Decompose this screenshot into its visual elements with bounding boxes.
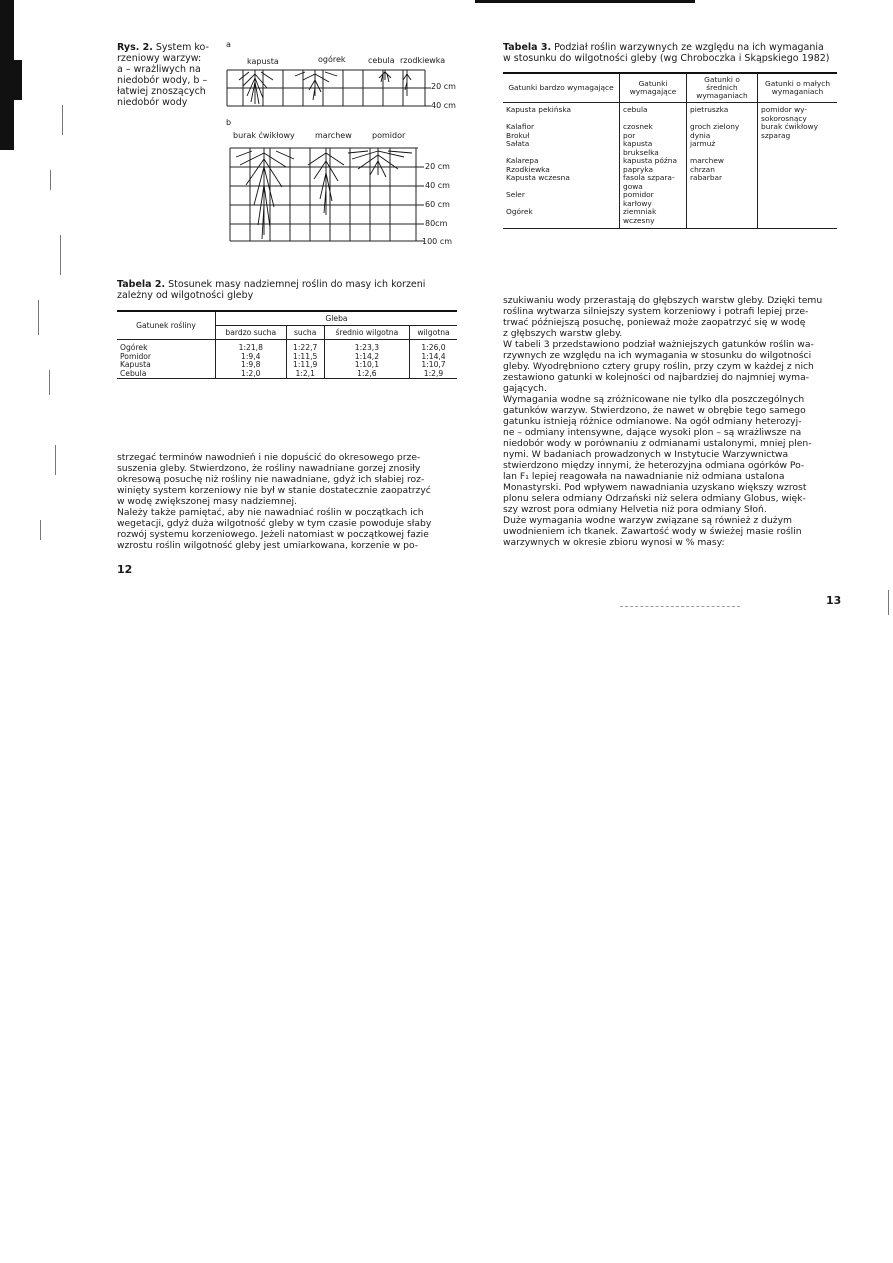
table3-title-line: w stosunku do wilgotności gleby (wg Chroboczka i Skąpskiego 1982) bbox=[503, 53, 830, 64]
text-line: winięty system korzeniowy nie był w stanie dostatecznie zaopatrzyć bbox=[117, 485, 431, 496]
list-item: Kapusta wczesna bbox=[506, 173, 570, 182]
list-item: Kalarepa bbox=[506, 156, 539, 165]
table2-header-group: Gleba bbox=[216, 311, 458, 326]
panel-a-letter: a bbox=[226, 40, 231, 49]
text-line: roślina wytwarza silniejszy system korzeniowy i potrafi lepiej prze- bbox=[503, 306, 809, 317]
plant-label: ogórek bbox=[318, 55, 346, 64]
plant-label: rzodkiewka bbox=[400, 56, 446, 65]
caption-line: niedobór wody bbox=[117, 97, 188, 108]
table2 bbox=[117, 310, 457, 379]
text-line: nymi. W badaniach prowadzonych w Instytucie Warzywnictwa bbox=[503, 449, 789, 460]
scan-top-line bbox=[475, 0, 695, 3]
text-line: ne – odmiany intensywne, dające wysoki plon – są wrażliwsze na bbox=[503, 427, 802, 438]
plant-label: kapusta bbox=[247, 57, 279, 66]
list-item: burak ćwikłowy bbox=[761, 122, 819, 131]
text-line: z głębszych warstw gleby. bbox=[503, 328, 623, 339]
table2-col-header: wilgotna bbox=[410, 326, 457, 340]
list-item: wczesny bbox=[623, 215, 655, 225]
table2-header-plant: Gatunek rośliny bbox=[117, 311, 216, 340]
table2-title bbox=[117, 279, 457, 301]
page-number-right: 13 bbox=[826, 594, 842, 607]
table3-title-line: Podział roślin warzywnych ze względu na ich wymagania bbox=[554, 42, 824, 53]
table-cell: 1:10,1 bbox=[324, 361, 409, 370]
depth-label: 20 cm bbox=[425, 162, 450, 171]
margin-mark bbox=[49, 370, 50, 395]
left-column-text bbox=[117, 452, 455, 551]
text-line: plonu selera odmiany Odrzański niż selera odmiany Globus, więk- bbox=[503, 493, 806, 504]
table-cell: 1:26,0 bbox=[410, 340, 457, 353]
table2-col-header: sucha bbox=[286, 326, 324, 340]
text-line: uwodnieniem ich tkanek. Zawartość wody w świeżej masie roślin bbox=[503, 526, 802, 537]
list-item: sokorosnący bbox=[761, 113, 807, 123]
text-line: Duże wymagania wodne warzyw związane są również z dużym bbox=[503, 515, 792, 526]
table-cell: Ogórek bbox=[120, 343, 148, 352]
caption-line: a – wrażliwych na bbox=[117, 64, 201, 75]
text-line: niedobór wody w porównaniu z odmianami ustalonymi, mniej plen- bbox=[503, 438, 812, 449]
table-cell: 1:14,2 bbox=[324, 353, 409, 362]
list-item: kapusta późna bbox=[623, 156, 677, 165]
plant-label: pomidor bbox=[372, 131, 406, 140]
caption-line: niedobór wody, b – bbox=[117, 75, 208, 86]
table2-title-line: Stosunek masy nadziemnej roślin do masy ich korzeni bbox=[168, 279, 426, 290]
plant-label: burak ćwikłowy bbox=[233, 131, 295, 140]
text-line: rozwój systemu korzeniowego. Jeżeli natomiast w początkowej fazie bbox=[117, 529, 429, 540]
list-item: Ogórek bbox=[506, 207, 533, 216]
depth-label: 40 cm bbox=[431, 101, 456, 110]
table3-col-header: Gatunki wymagające bbox=[620, 73, 687, 103]
list-item: rabarbar bbox=[690, 173, 723, 182]
table-cell: Kapusta bbox=[120, 360, 151, 369]
table-cell: 1:22,7 bbox=[286, 340, 324, 353]
table3-col-header: Gatunki bardzo wymagające bbox=[503, 73, 620, 103]
table-cell: 1:9,4 bbox=[216, 353, 287, 362]
list-item: kapusta bbox=[623, 139, 653, 148]
table-cell: 1:2,0 bbox=[216, 370, 287, 379]
depth-label: 80cm bbox=[425, 219, 448, 228]
text-line: stwierdzono między innymi, że heterozyjna odmiana ogórków Po- bbox=[503, 460, 805, 471]
text-line: okresową posuchę niż rośliny nie nawadniane, gdyż ich słabiej roz- bbox=[117, 474, 425, 485]
text-line: lan F₁ lepiej reagowała na nawadnianie niż odmiana ustalona bbox=[503, 471, 785, 482]
table3-col4 bbox=[758, 103, 838, 229]
margin-mark bbox=[40, 520, 41, 540]
right-column-text bbox=[503, 295, 841, 548]
page-number-left: 12 bbox=[117, 563, 133, 576]
margin-mark bbox=[888, 590, 889, 615]
list-item: pomidor bbox=[623, 190, 654, 199]
text-line: zestawiono gatunki w kolejności od najbardziej do najmniej wyma- bbox=[503, 372, 810, 383]
list-item: marchew bbox=[690, 156, 724, 165]
table2-col-header: bardzo sucha bbox=[216, 326, 287, 340]
table3-col1 bbox=[503, 103, 620, 229]
panel-b-letter: b bbox=[226, 118, 232, 127]
table-row bbox=[503, 103, 837, 229]
caption-line: łatwiej znoszących bbox=[117, 86, 206, 97]
table-cell: 1:2,1 bbox=[286, 370, 324, 379]
table-cell: 1:14,4 bbox=[410, 353, 457, 362]
table-cell: 1:2,6 bbox=[324, 370, 409, 379]
table-row bbox=[117, 353, 457, 362]
table3-label: Tabela 3. bbox=[503, 42, 552, 53]
text-line: Należy także pamiętać, aby nie nawadniać roślin w początkach ich bbox=[117, 507, 424, 518]
table-cell: 1:23,3 bbox=[324, 340, 409, 353]
text-line: W tabeli 3 przedstawiono podział ważniejszych gatunków roślin wa- bbox=[503, 339, 814, 350]
table-cell: Pomidor bbox=[120, 351, 152, 361]
table-cell: Cebula bbox=[117, 370, 216, 379]
margin-mark bbox=[38, 300, 39, 335]
table-row bbox=[117, 340, 457, 353]
text-line: w wodę zwiększonej masy nadziemnej. bbox=[117, 496, 297, 507]
text-line: szy wzrost pora odmiany Helvetia niż pora odmiany Słoń. bbox=[503, 504, 767, 515]
list-item: cebula bbox=[623, 105, 648, 114]
text-line: warzywnych w okresie zbioru wynosi w % masy: bbox=[503, 537, 725, 548]
depth-label: 40 cm bbox=[425, 181, 450, 190]
scan-dash-line bbox=[620, 606, 740, 607]
list-item: szparag bbox=[761, 130, 791, 140]
depth-label: 60 cm bbox=[425, 200, 450, 209]
text-line: strzegać terminów nawodnień i nie dopuścić do okresowego prze- bbox=[117, 452, 421, 463]
table-cell: 1:21,8 bbox=[216, 340, 287, 353]
text-line: szukiwaniu wody przerastają do głębszych warstw gleby. Dzięki temu bbox=[503, 295, 823, 306]
plant-label: cebula bbox=[368, 56, 395, 65]
table2-col-header: średnio wilgotna bbox=[324, 326, 409, 340]
list-item: chrzan bbox=[690, 164, 715, 174]
table2-title-line: zależny od wilgotności gleby bbox=[117, 290, 254, 301]
root-diagram-b bbox=[228, 145, 428, 245]
table3-col-header: Gatunki o średnich wymaganiach bbox=[687, 73, 758, 103]
table3 bbox=[503, 72, 837, 229]
margin-mark bbox=[55, 445, 56, 475]
margin-mark bbox=[62, 105, 63, 135]
list-item: Sałata bbox=[506, 139, 530, 148]
figure-caption bbox=[117, 42, 212, 108]
list-item: dynia bbox=[690, 130, 711, 140]
list-item: groch zielony bbox=[690, 122, 740, 131]
table-cell: 1:9,8 bbox=[216, 361, 287, 370]
list-item: jarmuż bbox=[690, 139, 716, 148]
plant-label: marchew bbox=[315, 131, 352, 140]
margin-mark bbox=[60, 235, 61, 275]
text-line: suszenia gleby. Stwierdzono, że rośliny nawadniane gorzej znosiły bbox=[117, 463, 421, 474]
list-item: pietruszka bbox=[690, 105, 729, 114]
table-row bbox=[117, 370, 457, 379]
table-cell: 1:2,9 bbox=[410, 370, 457, 379]
root-diagram-a bbox=[225, 66, 435, 114]
table-cell: 1:10,7 bbox=[410, 361, 457, 370]
table-cell: 1:11,5 bbox=[286, 353, 324, 362]
list-item: Seler bbox=[506, 190, 525, 199]
table3-col3 bbox=[687, 103, 758, 229]
list-item: Kalafior bbox=[506, 122, 535, 131]
text-line: gleby. Wyodrębniono cztery grupy roślin, przy czym w każdej z nich bbox=[503, 361, 814, 372]
table3-title bbox=[503, 42, 843, 64]
list-item: karłowy bbox=[623, 198, 652, 208]
text-line: gających. bbox=[503, 383, 547, 394]
list-item: gowa bbox=[623, 181, 643, 191]
table3-col-header: Gatunki o małych wymaganiach bbox=[758, 73, 838, 103]
list-item: ziemniak bbox=[623, 207, 657, 216]
list-item: fasola szpara- bbox=[623, 173, 675, 182]
text-line: rzywnych ze względu na ich wymagania w stosunku do wilgotności bbox=[503, 350, 812, 361]
depth-label: 20 cm bbox=[431, 82, 456, 91]
list-item: papryka bbox=[623, 164, 654, 174]
list-item: pomidor wy- bbox=[761, 105, 808, 114]
list-item: Rzodkiewka bbox=[506, 164, 550, 174]
figure-label: Rys. 2. bbox=[117, 42, 153, 53]
list-item: brukselka bbox=[623, 147, 659, 157]
text-line: Monastyrski. Pod wpływem nawadniania uzyskano większy wzrost bbox=[503, 482, 807, 493]
text-line: gatunku istnieją różnice odmianowe. Na ogół odmiany heterozyj- bbox=[503, 416, 802, 427]
scan-edge-shadow bbox=[0, 60, 22, 100]
list-item: Kapusta pekińska bbox=[506, 105, 572, 114]
text-line: trwać późniejszą posuchę, ponieważ może zaopatrzyć się w wodę bbox=[503, 317, 806, 328]
list-item: por bbox=[623, 130, 636, 140]
caption-line: rzeniowy warzyw: bbox=[117, 53, 202, 64]
text-line: wegetacji, gdyż duża wilgotność gleby w tym czasie powoduje słaby bbox=[117, 518, 432, 529]
table3-col2 bbox=[620, 103, 687, 229]
text-line: wzrostu roślin wilgotność gleby jest umiarkowana, korzenie w po- bbox=[117, 540, 419, 551]
list-item: czosnek bbox=[623, 122, 653, 131]
margin-mark bbox=[50, 170, 51, 190]
caption-line: System ko- bbox=[155, 42, 209, 53]
table-cell: 1:11,9 bbox=[286, 361, 324, 370]
depth-label: 100 cm bbox=[422, 237, 453, 246]
table2-label: Tabela 2. bbox=[117, 279, 166, 290]
text-line: Wymagania wodne są zróżnicowane nie tylko dla poszczególnych bbox=[503, 394, 805, 405]
table-row bbox=[117, 361, 457, 370]
list-item: Brokuł bbox=[506, 130, 530, 140]
text-line: gatunków warzyw. Stwierdzono, że nawet w obrębie tego samego bbox=[503, 405, 806, 416]
